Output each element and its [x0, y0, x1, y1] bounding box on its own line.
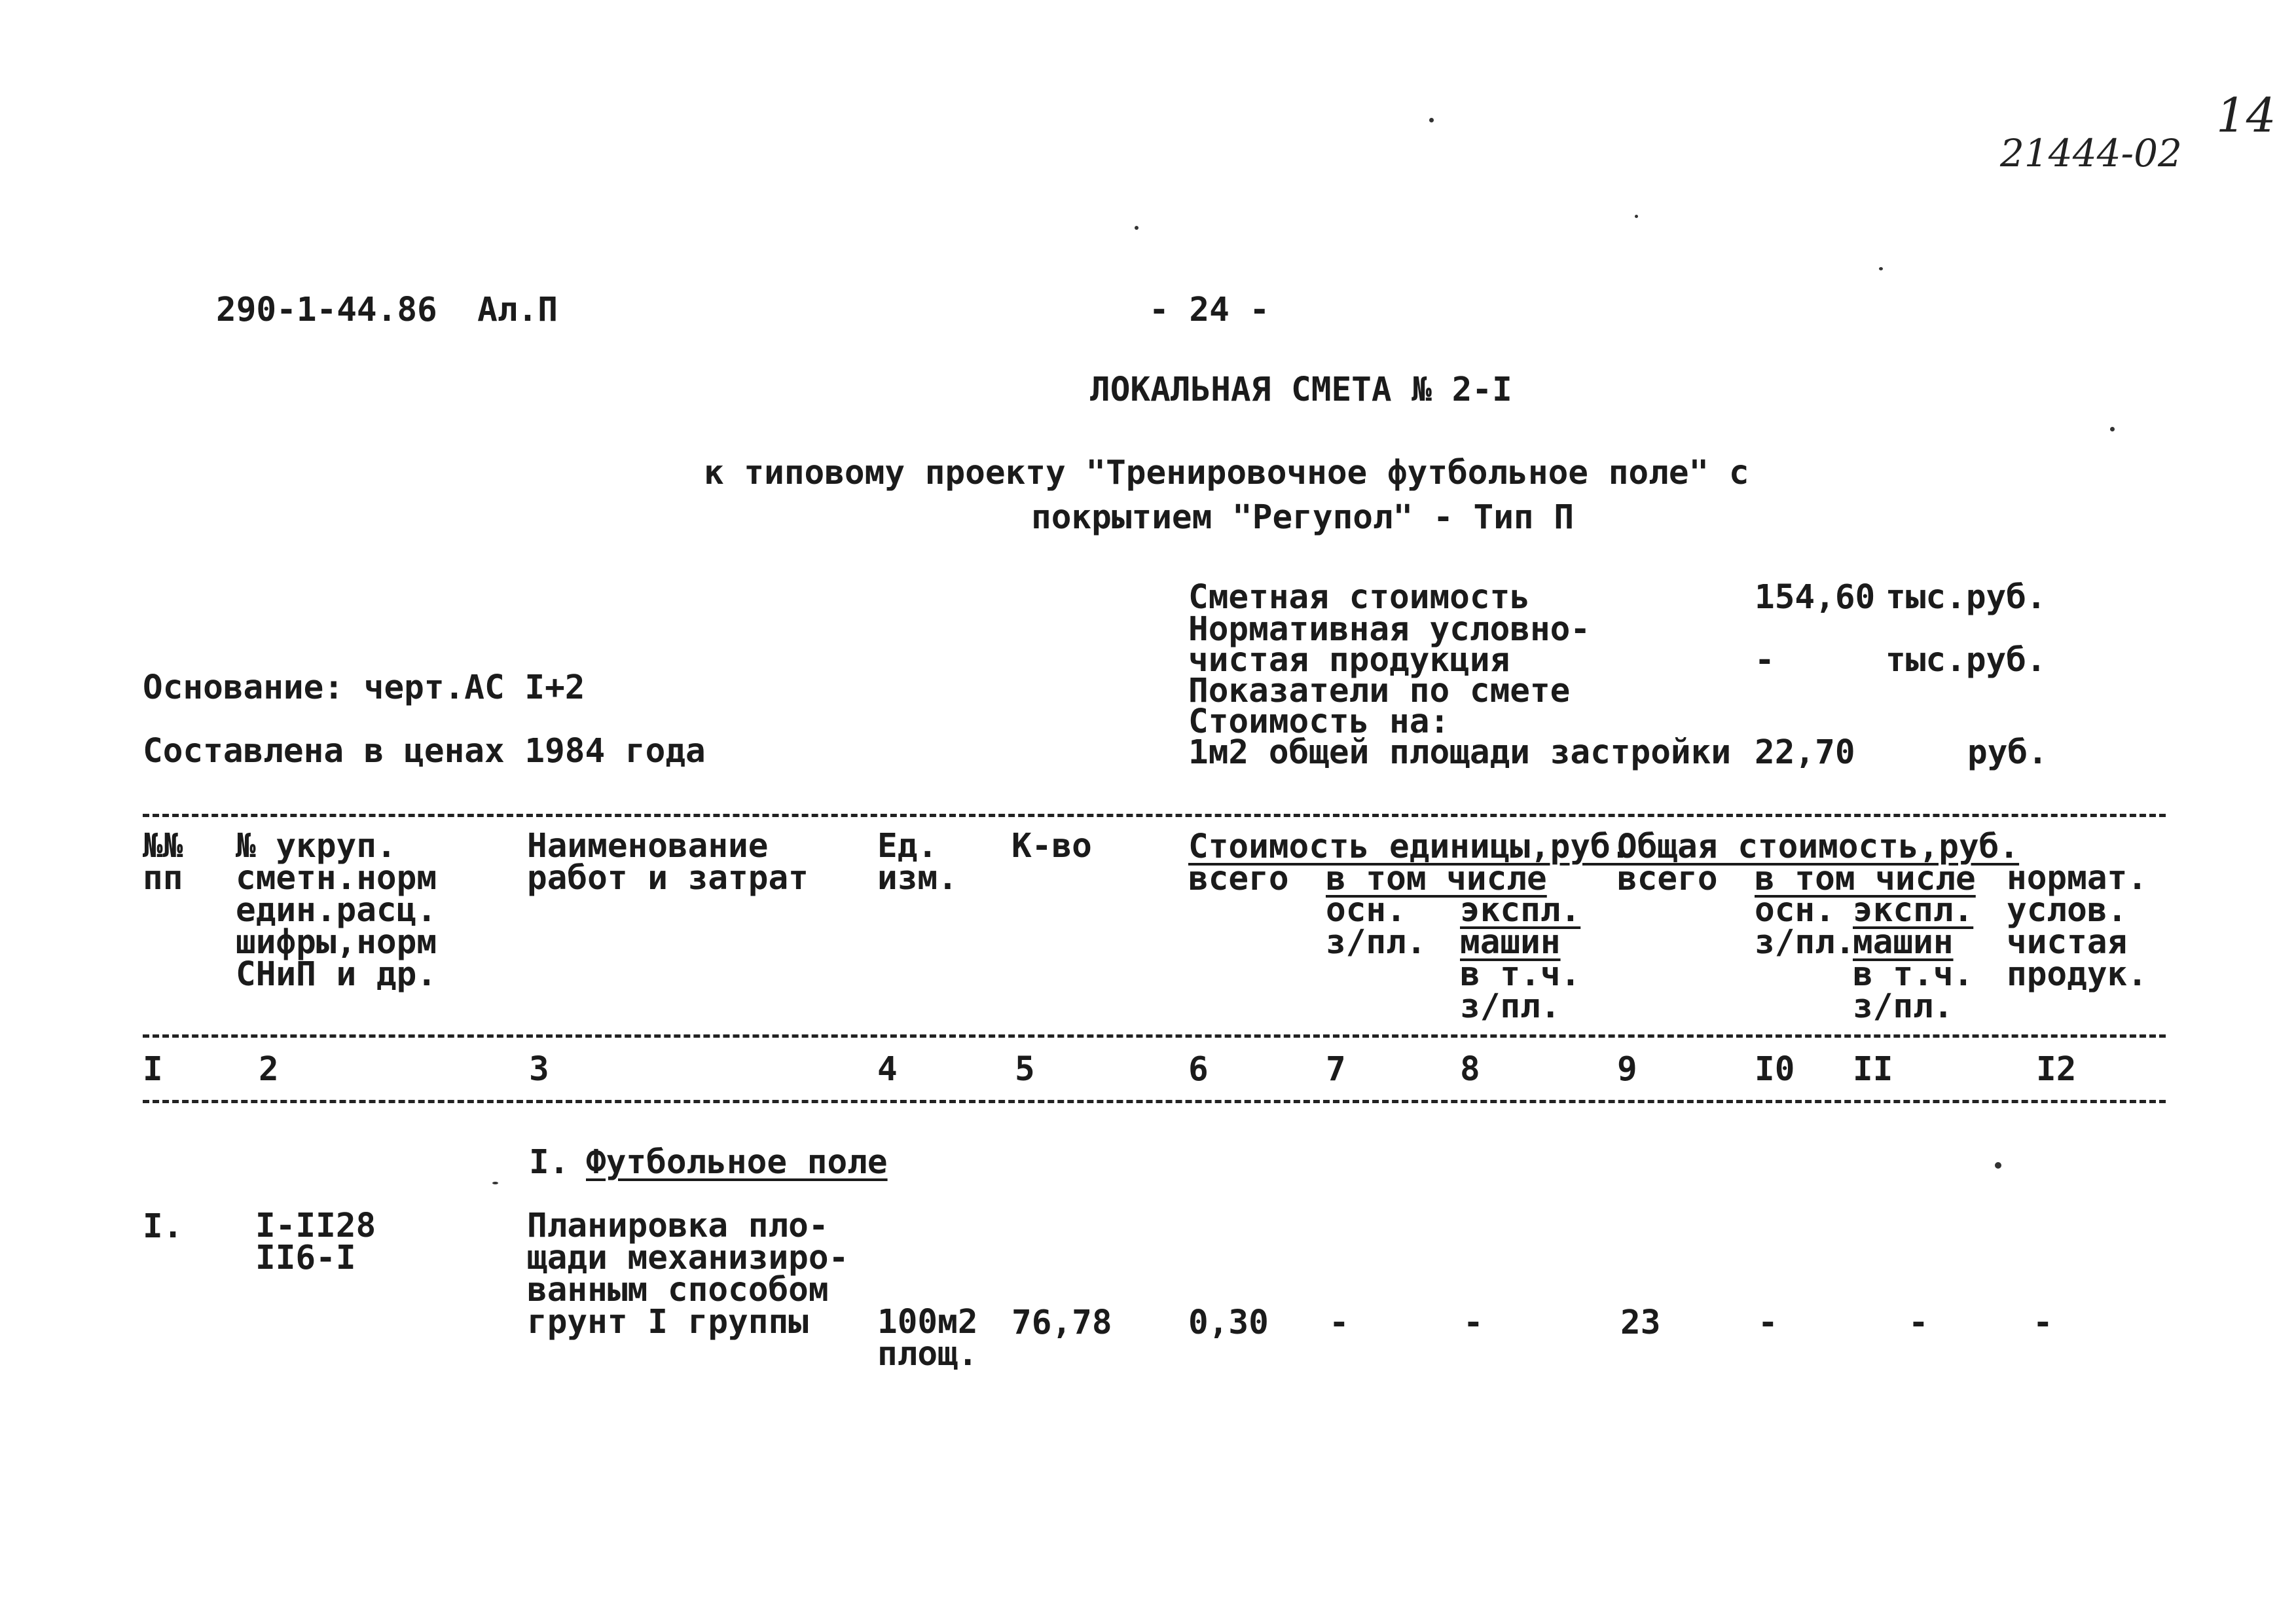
subtitle-line-1: к типовому проекту "Тренировочное футбольное поле" с [704, 454, 1749, 492]
normative-label-line-2: чистая продукция [1188, 641, 1510, 680]
header-unit: Ед. изм. [877, 827, 958, 898]
subtitle-line-2: покрытием "Регупол" - Тип П [1031, 498, 1575, 537]
estimated-cost-value: 154,60 [1755, 578, 1876, 617]
column-number-9: 9 [1617, 1050, 1637, 1089]
header-normative-net: нормат. услов. чистая продук. [2007, 859, 2147, 994]
section-title: Футбольное поле [586, 1143, 888, 1182]
per-m2-unit: руб. [1967, 733, 2048, 772]
scan-speck [1635, 215, 1638, 218]
header-unit-total: всего [1188, 860, 1289, 898]
column-number-8: 8 [1460, 1050, 1480, 1089]
header-total-machines: экспл. машин [1853, 891, 1974, 962]
header-total-including: в том числе [1755, 860, 1976, 898]
row-1-total-machines: - [1908, 1304, 1929, 1342]
row-1-total-wage: - [1758, 1304, 1778, 1342]
row-1-code: I-II28 II6-I [255, 1207, 376, 1277]
header-total-machines-wage: в т.ч. з/пл. [1853, 955, 1974, 1026]
sheet-number: 14 [2216, 88, 2276, 143]
header-total-base-wage: осн. з/пл. [1755, 891, 1855, 962]
column-number-10: I0 [1755, 1050, 1795, 1089]
normative-unit: тыс.руб. [1886, 641, 2047, 680]
scan-speck [2110, 427, 2115, 431]
scan-speck [1995, 1162, 2001, 1169]
header-row-number: №№ пп [143, 827, 183, 898]
column-number-4: 4 [877, 1050, 898, 1089]
estimated-cost-unit: тыс.руб. [1886, 578, 2047, 617]
row-1-unit-wage: - [1329, 1304, 1349, 1342]
column-number-6: 6 [1188, 1050, 1209, 1089]
table-top-rule [143, 814, 2166, 817]
per-m2-label: 1м2 общей площади застройки [1188, 733, 1732, 772]
scan-speck [492, 1182, 498, 1184]
column-number-3: 3 [529, 1050, 549, 1089]
header-work-name: Наименование работ и затрат [527, 827, 809, 898]
section-number: I. [529, 1143, 570, 1182]
header-total: всего [1617, 860, 1718, 898]
header-norm-code: № укруп. сметн.норм един.расц. шифры,норм СНиП и др. [236, 827, 437, 994]
estimated-cost-label: Сметная стоимость [1188, 578, 1530, 617]
column-number-7: 7 [1326, 1050, 1346, 1089]
cost-on-label: Стоимость на: [1188, 702, 1450, 741]
column-numbers-rule [143, 1100, 2166, 1103]
basis-note: Основание: черт.АС I+2 [143, 668, 585, 707]
row-1-unit: 100м2 площ. [877, 1303, 978, 1374]
header-unit-base-wage: осн. з/пл. [1326, 891, 1427, 962]
column-number-5: 5 [1015, 1050, 1035, 1089]
row-1-unit-total: 0,30 [1188, 1304, 1269, 1342]
header-unit-machines-wage: в т.ч. з/пл. [1460, 955, 1581, 1026]
row-1-number: I. [143, 1207, 183, 1246]
scan-speck [1879, 267, 1883, 270]
row-1-name: Планировка пло- щади механизиро- ванным способом грунт I группы [527, 1207, 849, 1341]
header-unit-cost-group: Стоимость единицы,руб. [1188, 828, 1631, 866]
estimate-title: ЛОКАЛЬНАЯ СМЕТА № 2-I [1090, 371, 1512, 409]
header-bottom-rule [143, 1034, 2166, 1038]
scan-speck [1135, 226, 1139, 230]
archive-number: 21444-02 [2000, 131, 2182, 175]
column-number-2: 2 [259, 1050, 279, 1089]
column-number-12: I2 [2036, 1050, 2077, 1089]
header-unit-including: в том числе [1326, 860, 1547, 898]
column-number-1: I [143, 1050, 163, 1089]
row-1-unit-machines: - [1463, 1304, 1484, 1342]
normative-value: - [1755, 641, 1775, 680]
row-1-total: 23 [1620, 1304, 1661, 1342]
header-unit-machines: экспл. машин [1460, 891, 1581, 962]
normative-label-line-1: Нормативная условно- [1188, 610, 1591, 649]
page-number: - 24 - [1149, 291, 1270, 329]
indicators-label: Показатели по смете [1188, 672, 1571, 710]
column-number-11: II [1853, 1050, 1893, 1089]
scan-speck [1429, 118, 1434, 122]
row-1-quantity: 76,78 [1011, 1304, 1112, 1342]
header-total-cost-group: Общая стоимость,руб. [1617, 828, 2020, 866]
prices-year-note: Составлена в ценах 1984 года [143, 732, 706, 771]
document-code: 290-1-44.86 Ал.П [216, 291, 558, 329]
row-1-normative-net: - [2033, 1304, 2053, 1342]
header-quantity: К-во [1011, 827, 1092, 866]
per-m2-value: 22,70 [1755, 733, 1855, 772]
